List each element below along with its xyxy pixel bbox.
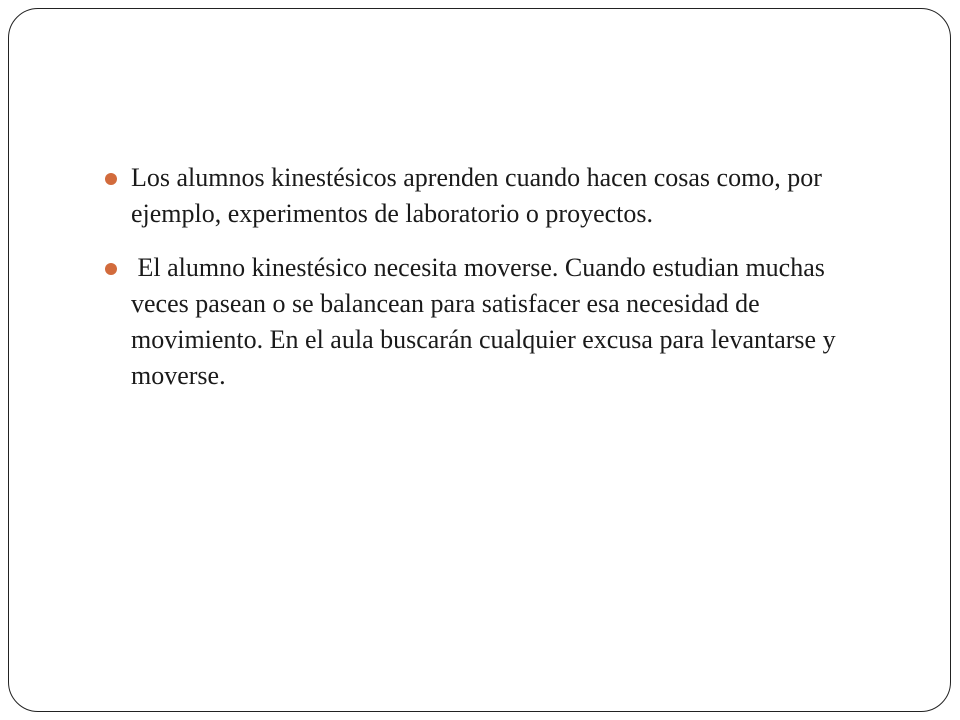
bullet-list xyxy=(104,160,884,394)
bullet-text: El alumno kinestésico necesita moverse. Cuando estudian muchas veces pasean o se balancean para satisfacer esa necesidad de movimiento. En el aula buscarán cualquier excusa para levantarse y moverse. xyxy=(131,253,843,390)
slide-content xyxy=(104,160,884,412)
bullet-item xyxy=(104,160,884,232)
bullet-text: Los alumnos kinestésicos aprenden cuando hacen cosas como, por ejemplo, experimentos de laboratorio o proyectos. xyxy=(131,163,829,228)
bullet-item xyxy=(104,250,884,394)
bullet-dot-icon xyxy=(105,263,117,275)
bullet-dot-icon xyxy=(105,173,117,185)
